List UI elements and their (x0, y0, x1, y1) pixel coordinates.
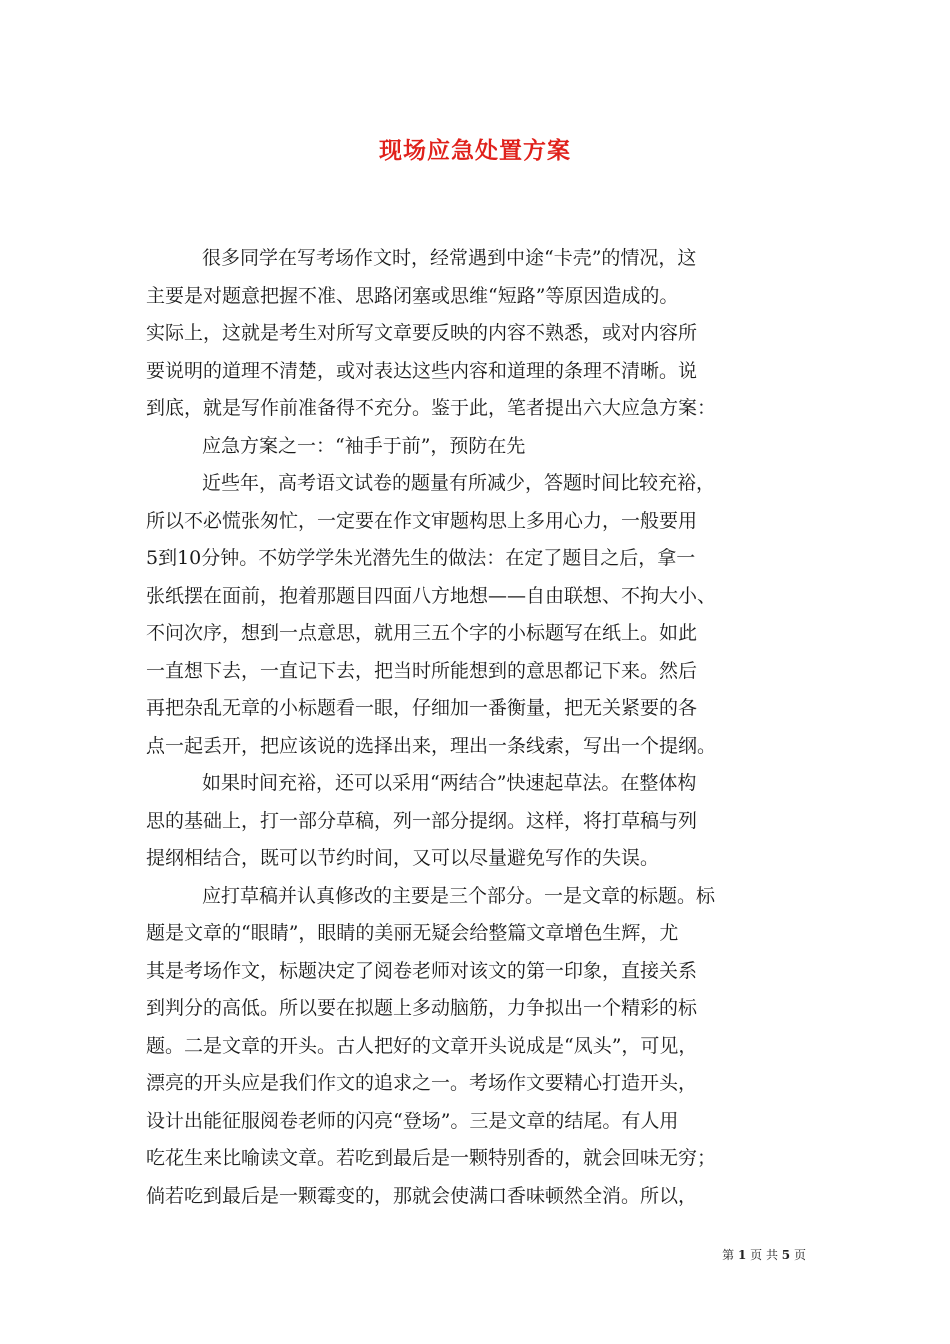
text-line: 到底，就是写作前准备得不充分。鉴于此，笔者提出六大应急方案： (146, 397, 717, 419)
text-line: 要说明的道理不清楚，或对表达这些内容和道理的条理不清晰。说 (146, 359, 698, 382)
footer-current-page: 1 (737, 1248, 747, 1262)
footer-middle: 页 共 (750, 1248, 778, 1262)
text-line: 题是文章的“眼睛”，眼睛的美丽无疑会给整篇文章增色生辉，尤 (146, 922, 679, 944)
text-line: 主要是对题意把握不准、思路闭塞或思维“短路”等原因造成的。 (146, 284, 679, 307)
text-line: 应打草稿并认真修改的主要是三个部分。一是文章的标题。标 (202, 884, 716, 907)
text-line: 如果时间充裕，还可以采用“两结合”快速起草法。在整体构 (202, 772, 697, 794)
text-line: 吃花生来比喻读文章。若吃到最后是一颗特别香的，就会回味无穷； (146, 1147, 717, 1169)
text-line: 到判分的高低。所以要在拟题上多动脑筋，力争拟出一个精彩的标 (146, 997, 698, 1019)
page-footer (722, 1246, 806, 1263)
text-line: 其是考场作文，标题决定了阅卷老师对该文的第一印象，直接关系 (146, 959, 698, 982)
text-line: 题。二是文章的开头。古人把好的文章开头说成是“凤头”，可见， (146, 1034, 698, 1057)
body-text (146, 240, 808, 1215)
text-line: 应急方案之一：“袖手于前”，预防在先 (202, 434, 526, 457)
text-line: 提纲相结合，既可以节约时间，又可以尽量避免写作的失误。 (146, 847, 660, 869)
text-line: 点一起丢开，把应该说的选择出来，理出一条线索，写出一个提纲。 (146, 734, 717, 757)
page-title: 现场应急处置方案 (379, 137, 571, 164)
text-line: 所以不必慌张匆忙，一定要在作文审题构思上多用心力，一般要用 (146, 509, 698, 532)
text-line: 近些年，高考语文试卷的题量有所减少，答题时间比较充裕， (202, 472, 716, 494)
text-line: 不问次序，想到一点意思，就用三五个字的小标题写在纸上。如此 (146, 622, 698, 644)
text-line: 再把杂乱无章的小标题看一眼，仔细加一番衡量，把无关紧要的各 (146, 697, 698, 719)
text-line: 漂亮的开头应是我们作文的追求之一。考场作文要精心打造开头， (146, 1072, 698, 1094)
footer-suffix: 页 (793, 1248, 806, 1262)
text-line: 张纸摆在面前，抱着那题目四面八方地想——自由联想、不拘大小、 (146, 584, 717, 607)
text-line: 5到10分钟。不妨学学朱光潜先生的做法：在定了题目之后，拿一 (146, 547, 696, 569)
text-line: 实际上，这就是考生对所写文章要反映的内容不熟悉，或对内容所 (146, 322, 698, 344)
text-line: 设计出能征服阅卷老师的闪亮“登场”。三是文章的结尾。有人用 (146, 1109, 679, 1132)
footer-prefix: 第 (722, 1248, 735, 1262)
text-line: 倘若吃到最后是一颗霉变的，那就会使满口香味顿然全消。所以， (146, 1184, 698, 1207)
footer-total-pages: 5 (781, 1248, 791, 1262)
text-line: 一直想下去，一直记下去，把当时所能想到的意思都记下来。然后 (146, 659, 698, 682)
text-line: 很多同学在写考场作文时，经常遇到中途“卡壳”的情况，这 (202, 247, 697, 269)
text-line: 思的基础上，打一部分草稿，列一部分提纲。这样，将打草稿与列 (146, 809, 698, 832)
